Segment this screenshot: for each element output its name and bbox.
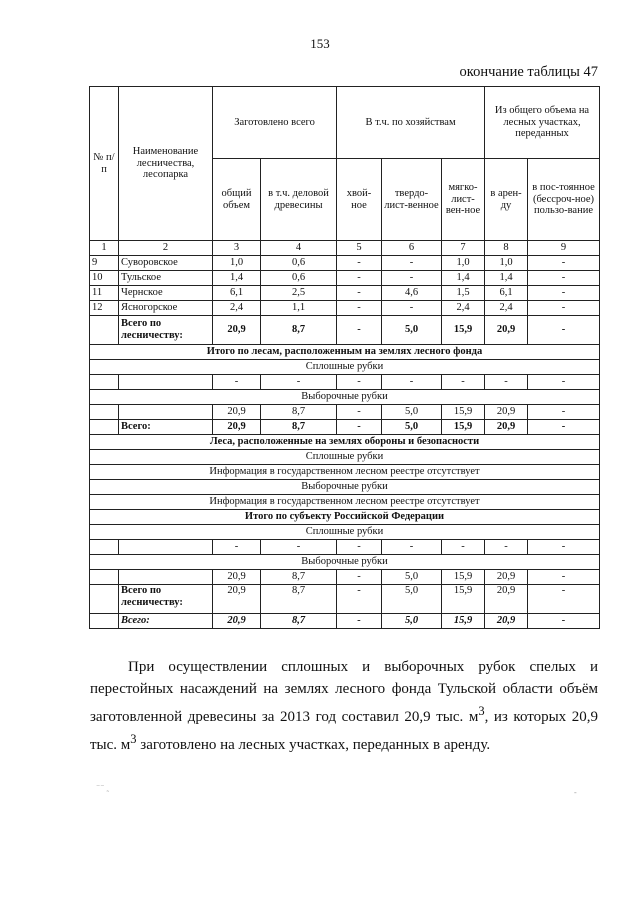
row-num: 10 [90, 271, 119, 286]
cell: - [442, 375, 485, 390]
header-hardwood: твердо-лист-венное [382, 159, 442, 241]
header-lease: в арен-ду [485, 159, 528, 241]
cell: 20,9 [213, 614, 261, 629]
cell: - [528, 570, 600, 585]
header-name: Наименование лесничества, лесопарка [119, 87, 213, 241]
cell: 1,4 [442, 271, 485, 286]
scan-mark: ⁻⁻ ˷ [96, 783, 110, 792]
cell: 20,9 [485, 405, 528, 420]
header-conifer: хвой-ное [337, 159, 382, 241]
cell: - [382, 301, 442, 316]
cell: - [337, 271, 382, 286]
table-row [90, 256, 600, 271]
total-by-forestry-row [90, 316, 600, 345]
cell: - [261, 540, 337, 555]
cell: 15,9 [442, 585, 485, 614]
cell: - [337, 540, 382, 555]
cell: 0,6 [261, 271, 337, 286]
subsection-clear-cut: Сплошные рубки [90, 450, 600, 465]
cell: 0,6 [261, 256, 337, 271]
cell: - [337, 301, 382, 316]
row-name: Суворовское [119, 256, 213, 271]
scan-mark: - [574, 788, 577, 797]
cell: - [382, 540, 442, 555]
cell: 20,9 [213, 570, 261, 585]
header-perpetual: в пос-тоянное (бессроч-ное) пользо-вание [528, 159, 600, 241]
cell: 8,7 [261, 585, 337, 614]
cell: 20,9 [485, 585, 528, 614]
col-number: 1 [90, 241, 119, 256]
table-row [90, 375, 600, 390]
row-num: 12 [90, 301, 119, 316]
table-row [90, 540, 600, 555]
cell: 2,4 [442, 301, 485, 316]
body-paragraph [90, 656, 598, 756]
section-title: Итого по субъекту Российской Федерации [90, 510, 600, 525]
paragraph-text: заготовлено на лесных участках, переданных в аренду. [136, 737, 491, 753]
cell: - [337, 405, 382, 420]
cell: 15,9 [442, 420, 485, 435]
cell: 6,1 [213, 286, 261, 301]
cell: - [213, 540, 261, 555]
cell: - [528, 540, 600, 555]
header-softwood: мягко-лист-вен-ное [442, 159, 485, 241]
row-name: Тульское [119, 271, 213, 286]
grand-total-row [90, 614, 600, 629]
cell: 5,0 [382, 316, 442, 345]
cell: 1,0 [442, 256, 485, 271]
total-label: Всего: [119, 420, 213, 435]
cell: - [528, 316, 600, 345]
cell: 1,4 [213, 271, 261, 286]
col-number: 9 [528, 241, 600, 256]
column-number-row [90, 241, 600, 256]
paragraph-text: , из которых 20,9 тыс. м [90, 709, 599, 753]
subsection-selective: Выборочные рубки [90, 555, 600, 570]
col-number: 8 [485, 241, 528, 256]
cell: - [528, 585, 600, 614]
cell: 5,0 [382, 405, 442, 420]
cell: 4,6 [382, 286, 442, 301]
cell: 1,0 [213, 256, 261, 271]
cell: - [528, 286, 600, 301]
cell: 8,7 [261, 570, 337, 585]
cell: 20,9 [485, 570, 528, 585]
cell: - [528, 420, 600, 435]
cell: - [213, 375, 261, 390]
cell: 1,1 [261, 301, 337, 316]
info-note: Информация в государственном лесном реестре отсутствует [90, 465, 600, 480]
row-name: Ясногорское [119, 301, 213, 316]
forestry-total-label: Всего по лесничеству: [119, 585, 213, 614]
cell: - [337, 286, 382, 301]
section-title: Итого по лесам, расположенным на землях лесного фонда [90, 345, 600, 360]
cell: - [382, 256, 442, 271]
col-number: 5 [337, 241, 382, 256]
cell: 2,4 [485, 301, 528, 316]
cell: 15,9 [442, 614, 485, 629]
cell: 8,7 [261, 614, 337, 629]
cell: - [337, 570, 382, 585]
header-harvested-total: Заготовлено всего [213, 87, 337, 159]
page-number: 153 [310, 36, 330, 51]
col-number: 2 [119, 241, 213, 256]
cell: 8,7 [261, 420, 337, 435]
cell: - [528, 405, 600, 420]
cell: - [337, 256, 382, 271]
cell: 8,7 [261, 316, 337, 345]
grand-total-label: Всего: [119, 614, 213, 629]
header-of-total: Из общего объема на лесных участках, переданных [485, 87, 600, 159]
cell: 20,9 [213, 585, 261, 614]
forest-harvest-table [89, 86, 600, 629]
cell: 2,5 [261, 286, 337, 301]
cell: 6,1 [485, 286, 528, 301]
table-caption: окончание таблицы 47 [459, 64, 598, 80]
cell: - [382, 375, 442, 390]
subsection-clear-cut: Сплошные рубки [90, 360, 600, 375]
superscript: 3 [478, 704, 485, 718]
cell: 5,0 [382, 420, 442, 435]
cell: - [528, 256, 600, 271]
cell: - [337, 614, 382, 629]
cell: - [382, 271, 442, 286]
cell: 20,9 [485, 420, 528, 435]
superscript: 3 [130, 732, 137, 746]
cell: - [337, 316, 382, 345]
cell: 15,9 [442, 570, 485, 585]
cell: - [528, 614, 600, 629]
table-row [90, 271, 600, 286]
header-total-volume: общий объем [213, 159, 261, 241]
cell: 5,0 [382, 585, 442, 614]
info-note: Информация в государственном лесном реестре отсутствует [90, 495, 600, 510]
cell: 15,9 [442, 405, 485, 420]
cell: - [528, 301, 600, 316]
header-by-farms: В т.ч. по хозяйствам [337, 87, 485, 159]
cell: - [485, 375, 528, 390]
col-number: 3 [213, 241, 261, 256]
col-number: 6 [382, 241, 442, 256]
cell: 15,9 [442, 316, 485, 345]
cell: 5,0 [382, 614, 442, 629]
forestry-total-row [90, 585, 600, 614]
cell: 20,9 [213, 316, 261, 345]
total-by-forestry-label: Всего по лесничеству: [119, 316, 213, 345]
header-incl-business: в т.ч. деловой древесины [261, 159, 337, 241]
row-name: Чернское [119, 286, 213, 301]
cell: 20,9 [213, 405, 261, 420]
cell: 8,7 [261, 405, 337, 420]
subsection-selective: Выборочные рубки [90, 480, 600, 495]
cell: 1,5 [442, 286, 485, 301]
cell: 20,9 [485, 614, 528, 629]
table-row [90, 405, 600, 420]
row-num: 11 [90, 286, 119, 301]
cell: - [337, 375, 382, 390]
cell: 20,9 [213, 420, 261, 435]
cell: 1,0 [485, 256, 528, 271]
row-num: 9 [90, 256, 119, 271]
col-number: 7 [442, 241, 485, 256]
table-row [90, 286, 600, 301]
table-row [90, 301, 600, 316]
cell: 1,4 [485, 271, 528, 286]
cell: - [528, 271, 600, 286]
cell: 20,9 [485, 316, 528, 345]
paragraph-text: При осуществлении сплошных и выборочных рубок спелых и перестойных насаждений на землях лесного фонда Тульской области объём заготовленной древесины за 2013 год составил 20,9 тыс. м [90, 659, 598, 725]
cell: - [485, 540, 528, 555]
cell: - [528, 375, 600, 390]
table-row [90, 570, 600, 585]
header-num: № п/п [90, 87, 119, 241]
col-number: 4 [261, 241, 337, 256]
subsection-selective: Выборочные рубки [90, 390, 600, 405]
section-title: Леса, расположенные на землях обороны и безопасности [90, 435, 600, 450]
cell: - [442, 540, 485, 555]
subsection-clear-cut: Сплошные рубки [90, 525, 600, 540]
section-total-row [90, 420, 600, 435]
cell: - [337, 420, 382, 435]
cell: - [337, 585, 382, 614]
cell: 5,0 [382, 570, 442, 585]
cell: 2,4 [213, 301, 261, 316]
cell: - [261, 375, 337, 390]
